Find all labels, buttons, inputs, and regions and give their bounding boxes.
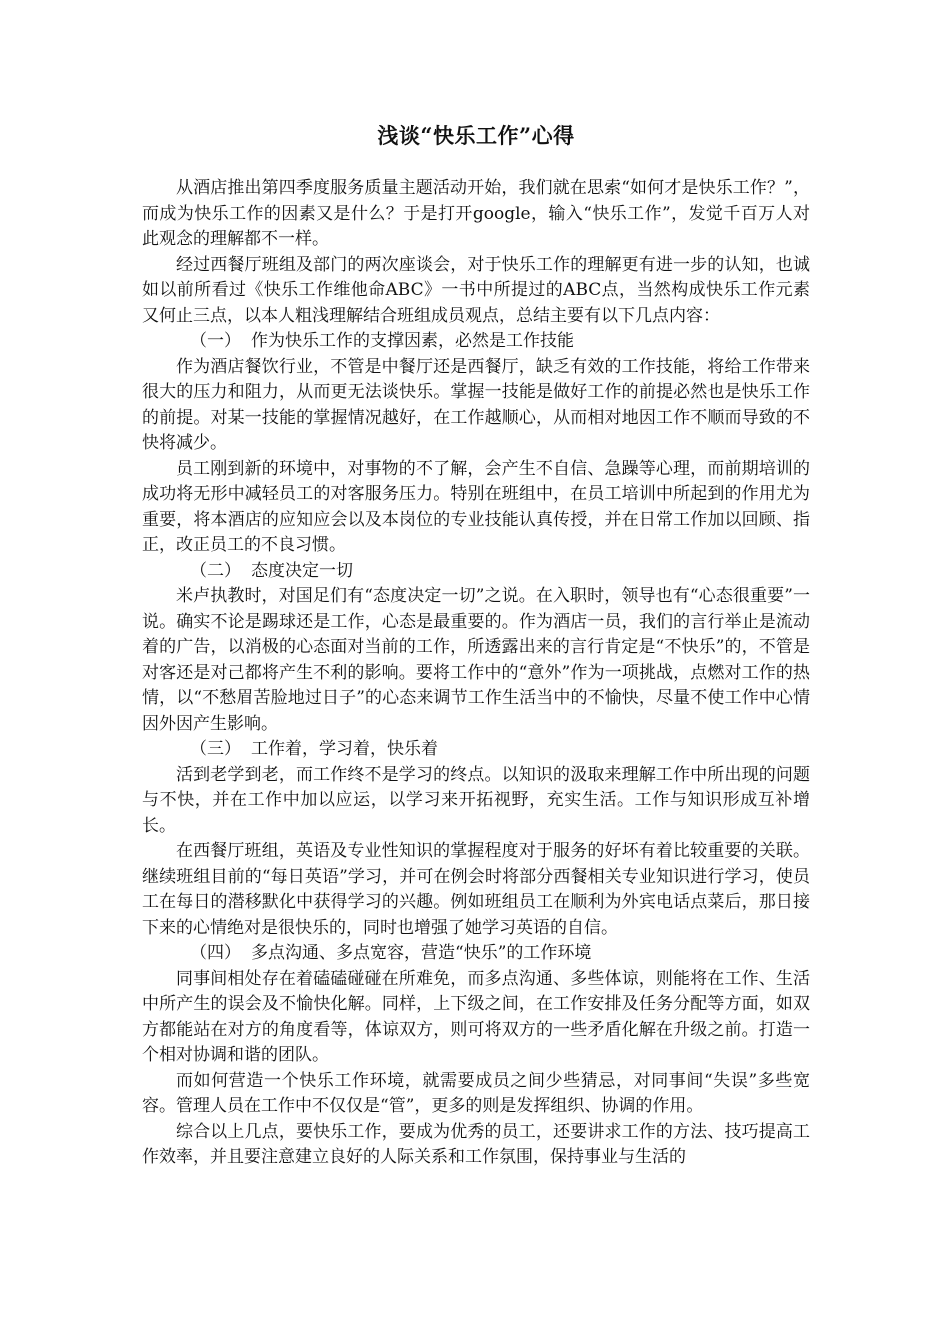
paragraph-intro: 从酒店推出第四季度服务质量主题活动开始，我们就在思索“如何才是快乐工作？”，而成为快乐工作的因素又是什么？于是打开google，输入“快乐工作”，发觉千百万人对此观念的理解都不一样。 <box>142 178 810 249</box>
paragraph: 而如何营造一个快乐工作环境，就需要成员之间少些猜忌，对同事间“失误”多些宽容。管理人员在工作中不仅仅是“管”，更多的则是发挥组织、协调的作用。 <box>142 1070 810 1116</box>
paragraph: 米卢执教时，对国足们有“态度决定一切”之说。在入职时，领导也有“心态很重要”一说。确实不论是踢球还是工作，心态是最重要的。作为酒店一员，我们的言行举止是流动着的广告，以消极的心态面对当前的工作，所透露出来的言行肯定是“不快乐”的，不管是对客还是对己都将产生不利的影响。要将工作中的“意外”作为一项挑战，点燃对工作的热情，以“不愁眉苦脸地过日子”的心态来调节工作生活当中的不愉快，尽量不使工作中心情因外因产生影响。 <box>142 586 810 734</box>
section-number: （三） <box>190 739 241 759</box>
section-heading-3 <box>142 737 810 763</box>
section-number: （四） <box>190 943 241 963</box>
paragraph: 活到老学到老，而工作终不是学习的终点。以知识的汲取来理解工作中所出现的问题与不快，并在工作中加以应运，以学习来开拓视野，充实生活。工作与知识形成互补增长。 <box>142 764 810 836</box>
paragraph: 在西餐厅班组，英语及专业性知识的掌握程度对于服务的好坏有着比较重要的关联。继续班组目前的“每日英语”学习，并可在例会时将部分西餐相关专业知识进行学习，使员工在每日的潜移默化中获得学习的兴趣。例如班组员工在顺利为外宾电话点菜后，那日接下来的心情绝对是很快乐的，同时也增强了她学习英语的自信。 <box>142 841 810 938</box>
section-number: （二） <box>190 560 241 581</box>
paragraph: 员工刚到新的环境中，对事物的不了解，会产生不自信、急躁等心理，而前期培训的成功将无形中减轻员工的对客服务压力。特别在班组中，在员工培训中所起到的作用尤为重要，将本酒店的应知应会以及本岗位的专业技能认真传授，并在日常工作加以回顾、指正，改正员工的不良习惯。 <box>142 458 810 555</box>
section-heading-text: 作为快乐工作的支撑因素，必然是工作技能 <box>251 331 574 351</box>
document-title: 浅谈“快乐工作”心得 <box>377 123 575 148</box>
section-heading-1 <box>142 329 810 355</box>
section-heading-text: 工作着，学习着，快乐着 <box>251 739 438 759</box>
section-heading-4 <box>142 941 810 967</box>
section-heading-text: 多点沟通、多点宽容，营造“快乐”的工作环境 <box>251 943 592 963</box>
document-page <box>142 120 810 1171</box>
section-heading-2 <box>142 559 810 585</box>
section-heading-text: 态度决定一切 <box>251 560 353 581</box>
paragraph: 同事间相处存在着磕磕碰碰在所难免，而多点沟通、多些体谅，则能将在工作、生活中所产生的误会及不愉快化解。同样，上下级之间，在工作安排及任务分配等方面，如双方都能站在对方的角度看等，体谅双方，则可将双方的一些矛盾化解在升级之前。打造一个相对协调和谐的团队。 <box>142 968 810 1065</box>
paragraph: 作为酒店餐饮行业，不管是中餐厅还是西餐厅，缺乏有效的工作技能，将给工作带来很大的压力和阻力，从而更无法谈快乐。掌握一技能是做好工作的前提必然也是快乐工作的前提。对某一技能的掌握情况越好，在工作越顺心，从而相对地因工作不顺而导致的不快将减少。 <box>142 356 810 453</box>
paragraph-summary: 经过西餐厅班组及部门的两次座谈会，对于快乐工作的理解更有进一步的认知，也诚如以前所看过《快乐工作维他命ABC》一书中所提过的ABC点，当然构成快乐工作元素又何止三点，以本人粗浅理解结合班组成员观点，总结主要有以下几点内容： <box>142 254 810 326</box>
section-number: （一） <box>190 331 241 351</box>
paragraph-conclusion: 综合以上几点，要快乐工作，要成为优秀的员工，还要讲求工作的方法、技巧提高工作效率，并且要注意建立良好的人际关系和工作氛围，保持事业与生活的 <box>142 1121 810 1167</box>
